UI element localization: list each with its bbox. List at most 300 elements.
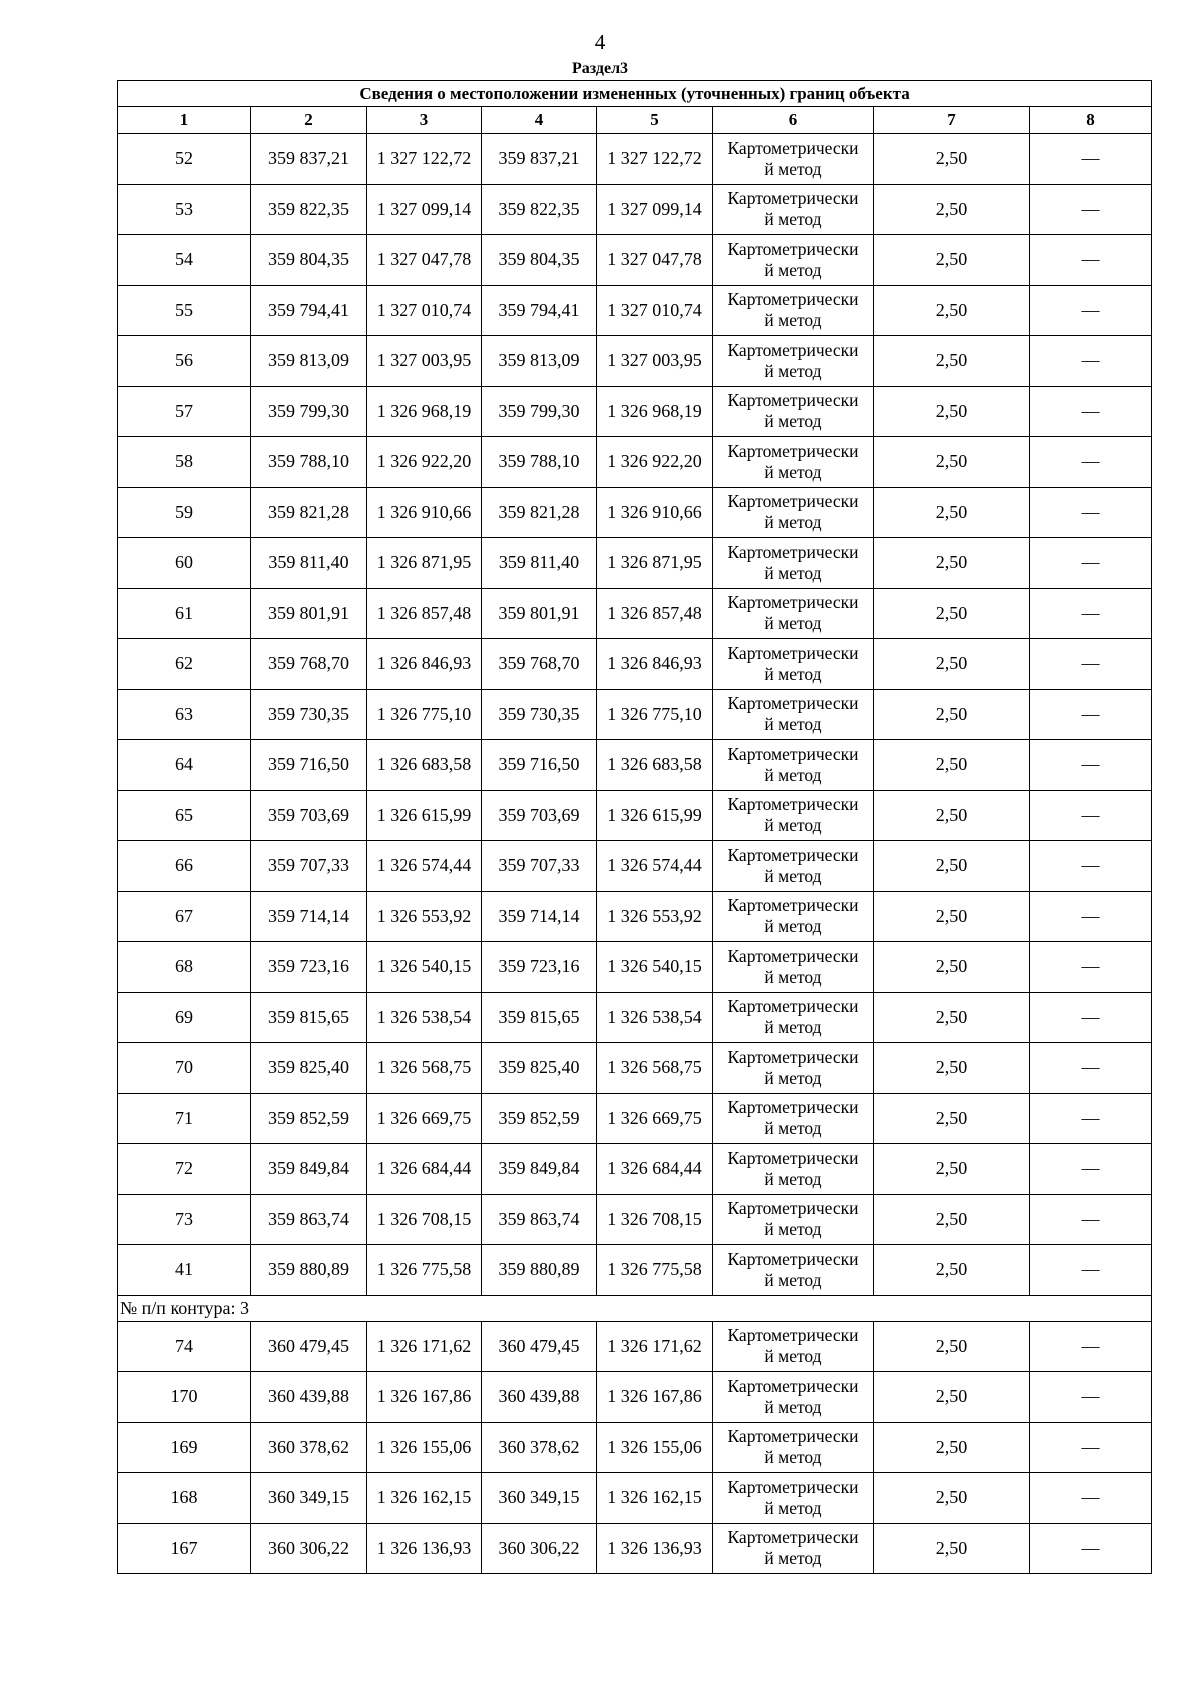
y-new-cell: 1 326 871,95 <box>597 538 713 589</box>
accuracy-cell: 2,50 <box>874 992 1030 1043</box>
table-row <box>118 1473 1152 1524</box>
y-old-cell: 1 326 922,20 <box>367 437 482 488</box>
x-old-cell: 359 837,21 <box>251 134 367 185</box>
accuracy-cell: 2,50 <box>874 740 1030 791</box>
point-number-cell: 62 <box>118 639 251 690</box>
y-old-cell: 1 326 775,10 <box>367 689 482 740</box>
method-cell <box>713 1422 874 1473</box>
table-row <box>118 689 1152 740</box>
y-new-cell: 1 326 171,62 <box>597 1321 713 1372</box>
method-cell <box>713 942 874 993</box>
column-8-cell: — <box>1030 386 1152 437</box>
point-number-cell: 71 <box>118 1093 251 1144</box>
contour-header-row <box>118 1295 1152 1321</box>
y-old-cell: 1 326 857,48 <box>367 588 482 639</box>
method-line-2: й метод <box>764 512 822 533</box>
point-number-cell: 63 <box>118 689 251 740</box>
x-new-cell: 359 768,70 <box>482 639 597 690</box>
y-new-cell: 1 326 553,92 <box>597 891 713 942</box>
column-8-cell: — <box>1030 790 1152 841</box>
point-number-cell: 61 <box>118 588 251 639</box>
x-old-cell: 359 794,41 <box>251 285 367 336</box>
y-old-cell: 1 326 669,75 <box>367 1093 482 1144</box>
table-row <box>118 538 1152 589</box>
y-old-cell: 1 327 099,14 <box>367 184 482 235</box>
x-new-cell: 359 813,09 <box>482 336 597 387</box>
x-new-cell: 359 794,41 <box>482 285 597 336</box>
method-line-1: Картометрически <box>727 1198 859 1219</box>
x-new-cell: 359 880,89 <box>482 1245 597 1296</box>
page-number: 4 <box>594 30 606 54</box>
point-number-cell: 57 <box>118 386 251 437</box>
table-row <box>118 740 1152 791</box>
method-line-1: Картометрически <box>727 1426 859 1447</box>
method-line-2: й метод <box>764 966 822 987</box>
table-row <box>118 1093 1152 1144</box>
point-number-cell: 56 <box>118 336 251 387</box>
y-new-cell: 1 326 910,66 <box>597 487 713 538</box>
table-row <box>118 336 1152 387</box>
y-new-cell: 1 326 968,19 <box>597 386 713 437</box>
x-old-cell: 359 825,40 <box>251 1043 367 1094</box>
method-line-2: й метод <box>764 158 822 179</box>
method-line-1: Картометрически <box>727 945 859 966</box>
point-number-cell: 41 <box>118 1245 251 1296</box>
y-new-cell: 1 326 540,15 <box>597 942 713 993</box>
method-line-2: й метод <box>764 1219 822 1240</box>
table-row <box>118 1321 1152 1372</box>
accuracy-cell: 2,50 <box>874 790 1030 841</box>
method-line-1: Картометрически <box>727 440 859 461</box>
method-line-1: Картометрически <box>727 339 859 360</box>
method-line-1: Картометрически <box>727 137 859 158</box>
table-title: Сведения о местоположении измененных (уточненных) границ объекта <box>118 81 1152 107</box>
accuracy-cell: 2,50 <box>874 134 1030 185</box>
x-new-cell: 359 849,84 <box>482 1144 597 1195</box>
method-line-1: Картометрически <box>727 491 859 512</box>
x-old-cell: 359 815,65 <box>251 992 367 1043</box>
table-row <box>118 992 1152 1043</box>
method-cell <box>713 841 874 892</box>
column-8-cell: — <box>1030 639 1152 690</box>
method-cell <box>713 235 874 286</box>
x-new-cell: 359 815,65 <box>482 992 597 1043</box>
accuracy-cell: 2,50 <box>874 891 1030 942</box>
table-row <box>118 235 1152 286</box>
table-row <box>118 1245 1152 1296</box>
accuracy-cell: 2,50 <box>874 386 1030 437</box>
column-8-cell: — <box>1030 437 1152 488</box>
y-new-cell: 1 326 775,58 <box>597 1245 713 1296</box>
x-old-cell: 359 714,14 <box>251 891 367 942</box>
x-new-cell: 359 821,28 <box>482 487 597 538</box>
y-old-cell: 1 326 846,93 <box>367 639 482 690</box>
method-line-1: Картометрически <box>727 1248 859 1269</box>
accuracy-cell: 2,50 <box>874 285 1030 336</box>
method-line-2: й метод <box>764 1548 822 1569</box>
x-old-cell: 359 723,16 <box>251 942 367 993</box>
method-cell <box>713 134 874 185</box>
column-number: 8 <box>1030 107 1152 134</box>
point-number-cell: 52 <box>118 134 251 185</box>
x-old-cell: 359 703,69 <box>251 790 367 841</box>
point-number-cell: 59 <box>118 487 251 538</box>
column-8-cell: — <box>1030 285 1152 336</box>
x-old-cell: 360 378,62 <box>251 1422 367 1473</box>
point-number-cell: 65 <box>118 790 251 841</box>
method-line-2: й метод <box>764 714 822 735</box>
method-line-1: Картометрически <box>727 693 859 714</box>
column-8-cell: — <box>1030 942 1152 993</box>
x-new-cell: 359 825,40 <box>482 1043 597 1094</box>
x-new-cell: 360 479,45 <box>482 1321 597 1372</box>
y-old-cell: 1 327 003,95 <box>367 336 482 387</box>
table-row <box>118 1372 1152 1423</box>
x-new-cell: 359 863,74 <box>482 1194 597 1245</box>
accuracy-cell: 2,50 <box>874 1422 1030 1473</box>
method-line-2: й метод <box>764 562 822 583</box>
point-number-cell: 167 <box>118 1523 251 1574</box>
accuracy-cell: 2,50 <box>874 487 1030 538</box>
y-old-cell: 1 326 538,54 <box>367 992 482 1043</box>
accuracy-cell: 2,50 <box>874 1523 1030 1574</box>
table-row <box>118 386 1152 437</box>
table-row <box>118 1422 1152 1473</box>
point-number-cell: 53 <box>118 184 251 235</box>
y-old-cell: 1 326 162,15 <box>367 1473 482 1524</box>
method-line-1: Картометрически <box>727 390 859 411</box>
table-row <box>118 841 1152 892</box>
method-line-2: й метод <box>764 1017 822 1038</box>
y-old-cell: 1 326 683,58 <box>367 740 482 791</box>
y-old-cell: 1 326 775,58 <box>367 1245 482 1296</box>
x-new-cell: 359 799,30 <box>482 386 597 437</box>
y-new-cell: 1 326 857,48 <box>597 588 713 639</box>
method-line-2: й метод <box>764 411 822 432</box>
x-old-cell: 359 822,35 <box>251 184 367 235</box>
accuracy-cell: 2,50 <box>874 336 1030 387</box>
method-line-2: й метод <box>764 461 822 482</box>
y-new-cell: 1 326 775,10 <box>597 689 713 740</box>
method-line-1: Картометрически <box>727 996 859 1017</box>
y-old-cell: 1 326 871,95 <box>367 538 482 589</box>
point-number-cell: 55 <box>118 285 251 336</box>
x-old-cell: 359 849,84 <box>251 1144 367 1195</box>
method-line-2: й метод <box>764 764 822 785</box>
point-number-cell: 170 <box>118 1372 251 1423</box>
y-new-cell: 1 327 010,74 <box>597 285 713 336</box>
point-number-cell: 169 <box>118 1422 251 1473</box>
x-new-cell: 359 707,33 <box>482 841 597 892</box>
x-new-cell: 359 804,35 <box>482 235 597 286</box>
point-number-cell: 66 <box>118 841 251 892</box>
method-cell <box>713 437 874 488</box>
method-line-2: й метод <box>764 1447 822 1468</box>
x-new-cell: 359 714,14 <box>482 891 597 942</box>
method-cell <box>713 588 874 639</box>
accuracy-cell: 2,50 <box>874 639 1030 690</box>
method-line-2: й метод <box>764 1269 822 1290</box>
method-line-2: й метод <box>764 613 822 634</box>
method-cell <box>713 336 874 387</box>
method-cell <box>713 689 874 740</box>
table-row <box>118 1043 1152 1094</box>
accuracy-cell: 2,50 <box>874 538 1030 589</box>
y-old-cell: 1 326 568,75 <box>367 1043 482 1094</box>
x-new-cell: 360 306,22 <box>482 1523 597 1574</box>
x-old-cell: 359 788,10 <box>251 437 367 488</box>
column-8-cell: — <box>1030 1372 1152 1423</box>
y-new-cell: 1 326 669,75 <box>597 1093 713 1144</box>
accuracy-cell: 2,50 <box>874 588 1030 639</box>
y-new-cell: 1 326 574,44 <box>597 841 713 892</box>
method-cell <box>713 992 874 1043</box>
table-row <box>118 437 1152 488</box>
method-cell <box>713 639 874 690</box>
x-old-cell: 359 880,89 <box>251 1245 367 1296</box>
method-cell <box>713 1321 874 1372</box>
x-old-cell: 359 799,30 <box>251 386 367 437</box>
method-line-1: Картометрически <box>727 238 859 259</box>
accuracy-cell: 2,50 <box>874 184 1030 235</box>
column-8-cell: — <box>1030 588 1152 639</box>
method-line-1: Картометрически <box>727 1147 859 1168</box>
method-cell <box>713 386 874 437</box>
column-8-cell: — <box>1030 487 1152 538</box>
column-number: 7 <box>874 107 1030 134</box>
method-cell <box>713 790 874 841</box>
method-line-2: й метод <box>764 360 822 381</box>
column-8-cell: — <box>1030 1245 1152 1296</box>
x-old-cell: 359 811,40 <box>251 538 367 589</box>
y-new-cell: 1 326 683,58 <box>597 740 713 791</box>
point-number-cell: 70 <box>118 1043 251 1094</box>
table-row <box>118 184 1152 235</box>
method-cell <box>713 1043 874 1094</box>
column-8-cell: — <box>1030 891 1152 942</box>
x-new-cell: 359 837,21 <box>482 134 597 185</box>
x-old-cell: 359 707,33 <box>251 841 367 892</box>
y-new-cell: 1 326 538,54 <box>597 992 713 1043</box>
accuracy-cell: 2,50 <box>874 689 1030 740</box>
column-8-cell: — <box>1030 134 1152 185</box>
method-line-2: й метод <box>764 865 822 886</box>
x-old-cell: 359 852,59 <box>251 1093 367 1144</box>
column-8-cell: — <box>1030 992 1152 1043</box>
accuracy-cell: 2,50 <box>874 235 1030 286</box>
table-row <box>118 1144 1152 1195</box>
y-old-cell: 1 326 708,15 <box>367 1194 482 1245</box>
method-line-2: й метод <box>764 259 822 280</box>
x-old-cell: 359 804,35 <box>251 235 367 286</box>
table-row <box>118 588 1152 639</box>
x-new-cell: 359 788,10 <box>482 437 597 488</box>
y-new-cell: 1 326 615,99 <box>597 790 713 841</box>
section-title: Раздел3 <box>571 60 629 77</box>
y-old-cell: 1 326 171,62 <box>367 1321 482 1372</box>
column-8-cell: — <box>1030 184 1152 235</box>
method-line-1: Картометрически <box>727 1527 859 1548</box>
x-new-cell: 359 852,59 <box>482 1093 597 1144</box>
method-line-1: Картометрически <box>727 541 859 562</box>
y-old-cell: 1 326 968,19 <box>367 386 482 437</box>
method-line-1: Картометрически <box>727 1476 859 1497</box>
x-new-cell: 359 801,91 <box>482 588 597 639</box>
method-line-1: Картометрически <box>727 743 859 764</box>
point-number-cell: 69 <box>118 992 251 1043</box>
method-line-2: й метод <box>764 1497 822 1518</box>
column-8-cell: — <box>1030 1473 1152 1524</box>
column-number: 4 <box>482 107 597 134</box>
column-8-cell: — <box>1030 1194 1152 1245</box>
y-new-cell: 1 327 122,72 <box>597 134 713 185</box>
method-line-1: Картометрически <box>727 895 859 916</box>
y-new-cell: 1 326 167,86 <box>597 1372 713 1423</box>
table-row <box>118 1194 1152 1245</box>
y-new-cell: 1 326 155,06 <box>597 1422 713 1473</box>
accuracy-cell: 2,50 <box>874 1194 1030 1245</box>
y-old-cell: 1 326 684,44 <box>367 1144 482 1195</box>
x-old-cell: 359 801,91 <box>251 588 367 639</box>
table-row <box>118 942 1152 993</box>
method-cell <box>713 891 874 942</box>
point-number-cell: 67 <box>118 891 251 942</box>
method-cell <box>713 1372 874 1423</box>
method-line-2: й метод <box>764 663 822 684</box>
y-new-cell: 1 326 136,93 <box>597 1523 713 1574</box>
method-line-2: й метод <box>764 1168 822 1189</box>
method-line-2: й метод <box>764 916 822 937</box>
x-old-cell: 359 730,35 <box>251 689 367 740</box>
column-number: 3 <box>367 107 482 134</box>
method-line-2: й метод <box>764 1396 822 1417</box>
y-old-cell: 1 326 540,15 <box>367 942 482 993</box>
accuracy-cell: 2,50 <box>874 1245 1030 1296</box>
point-number-cell: 74 <box>118 1321 251 1372</box>
point-number-cell: 60 <box>118 538 251 589</box>
method-line-1: Картометрически <box>727 1046 859 1067</box>
accuracy-cell: 2,50 <box>874 1321 1030 1372</box>
method-cell <box>713 184 874 235</box>
point-number-cell: 54 <box>118 235 251 286</box>
y-old-cell: 1 327 122,72 <box>367 134 482 185</box>
y-old-cell: 1 326 574,44 <box>367 841 482 892</box>
x-old-cell: 360 439,88 <box>251 1372 367 1423</box>
x-new-cell: 359 703,69 <box>482 790 597 841</box>
table-row <box>118 639 1152 690</box>
table-row <box>118 790 1152 841</box>
column-8-cell: — <box>1030 1422 1152 1473</box>
x-new-cell: 359 716,50 <box>482 740 597 791</box>
accuracy-cell: 2,50 <box>874 1144 1030 1195</box>
accuracy-cell: 2,50 <box>874 841 1030 892</box>
y-new-cell: 1 326 684,44 <box>597 1144 713 1195</box>
x-new-cell: 360 349,15 <box>482 1473 597 1524</box>
method-line-1: Картометрически <box>727 1325 859 1346</box>
x-new-cell: 359 811,40 <box>482 538 597 589</box>
accuracy-cell: 2,50 <box>874 942 1030 993</box>
y-new-cell: 1 326 846,93 <box>597 639 713 690</box>
column-8-cell: — <box>1030 1144 1152 1195</box>
method-line-1: Картометрически <box>727 1375 859 1396</box>
y-old-cell: 1 327 010,74 <box>367 285 482 336</box>
point-number-cell: 58 <box>118 437 251 488</box>
method-line-1: Картометрически <box>727 794 859 815</box>
accuracy-cell: 2,50 <box>874 437 1030 488</box>
column-8-cell: — <box>1030 841 1152 892</box>
method-cell <box>713 487 874 538</box>
table-row <box>118 1523 1152 1574</box>
table-row <box>118 285 1152 336</box>
x-old-cell: 360 306,22 <box>251 1523 367 1574</box>
column-8-cell: — <box>1030 538 1152 589</box>
y-old-cell: 1 326 155,06 <box>367 1422 482 1473</box>
column-8-cell: — <box>1030 1321 1152 1372</box>
method-cell <box>713 1473 874 1524</box>
method-line-1: Картометрически <box>727 1097 859 1118</box>
column-8-cell: — <box>1030 336 1152 387</box>
method-cell <box>713 1245 874 1296</box>
y-old-cell: 1 326 910,66 <box>367 487 482 538</box>
y-old-cell: 1 326 167,86 <box>367 1372 482 1423</box>
method-cell <box>713 285 874 336</box>
x-old-cell: 359 813,09 <box>251 336 367 387</box>
x-old-cell: 359 821,28 <box>251 487 367 538</box>
table-row <box>118 891 1152 942</box>
column-number: 1 <box>118 107 251 134</box>
y-old-cell: 1 326 553,92 <box>367 891 482 942</box>
y-new-cell: 1 326 162,15 <box>597 1473 713 1524</box>
y-old-cell: 1 326 136,93 <box>367 1523 482 1574</box>
column-number: 2 <box>251 107 367 134</box>
point-number-cell: 64 <box>118 740 251 791</box>
x-new-cell: 360 378,62 <box>482 1422 597 1473</box>
method-line-2: й метод <box>764 1118 822 1139</box>
method-line-1: Картометрически <box>727 844 859 865</box>
column-8-cell: — <box>1030 235 1152 286</box>
coordinates-table <box>117 80 1152 1574</box>
method-cell <box>713 740 874 791</box>
column-8-cell: — <box>1030 689 1152 740</box>
method-cell <box>713 1093 874 1144</box>
y-new-cell: 1 327 047,78 <box>597 235 713 286</box>
method-line-1: Картометрически <box>727 642 859 663</box>
method-line-1: Картометрически <box>727 188 859 209</box>
column-8-cell: — <box>1030 1523 1152 1574</box>
column-number: 6 <box>713 107 874 134</box>
method-line-2: й метод <box>764 209 822 230</box>
x-new-cell: 360 439,88 <box>482 1372 597 1423</box>
x-new-cell: 359 730,35 <box>482 689 597 740</box>
x-new-cell: 359 723,16 <box>482 942 597 993</box>
table-body <box>118 134 1152 1574</box>
y-old-cell: 1 327 047,78 <box>367 235 482 286</box>
method-cell <box>713 1523 874 1574</box>
y-new-cell: 1 326 568,75 <box>597 1043 713 1094</box>
y-new-cell: 1 326 708,15 <box>597 1194 713 1245</box>
x-old-cell: 359 716,50 <box>251 740 367 791</box>
accuracy-cell: 2,50 <box>874 1043 1030 1094</box>
column-number: 5 <box>597 107 713 134</box>
accuracy-cell: 2,50 <box>874 1473 1030 1524</box>
y-new-cell: 1 327 003,95 <box>597 336 713 387</box>
y-new-cell: 1 326 922,20 <box>597 437 713 488</box>
table-row <box>118 487 1152 538</box>
y-old-cell: 1 326 615,99 <box>367 790 482 841</box>
point-number-cell: 73 <box>118 1194 251 1245</box>
column-8-cell: — <box>1030 1093 1152 1144</box>
method-line-2: й метод <box>764 815 822 836</box>
